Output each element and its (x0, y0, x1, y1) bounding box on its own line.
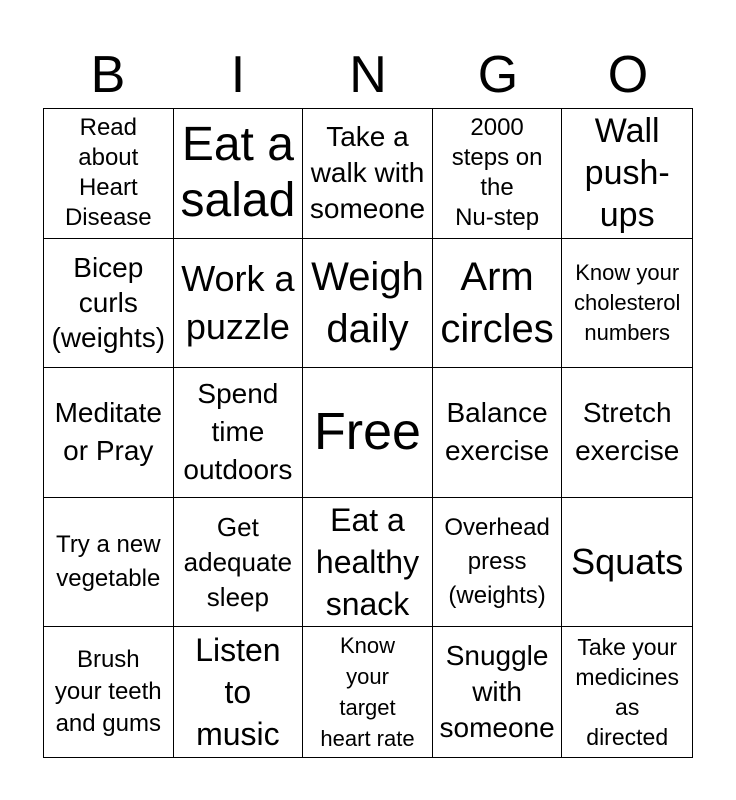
cell-text: Weigh daily (311, 254, 424, 351)
bingo-cell[interactable] (44, 498, 174, 628)
cell-text: Work a puzzle (181, 257, 295, 347)
cell-text: Squats (571, 541, 684, 583)
bingo-cell[interactable] (303, 498, 433, 628)
bingo-cell[interactable] (174, 109, 304, 239)
cell-text: Overhead press (weights) (444, 514, 550, 610)
cell-text: Know your cholesterol numbers (574, 259, 681, 345)
cell-text: 2000 steps on the Nu-step (451, 114, 543, 232)
cell-text: Stretch exercise (575, 397, 680, 467)
cell-text: Get adequate sleep (183, 511, 293, 612)
cell-text: Wall push- ups (584, 112, 670, 235)
cell-text: Try a new vegetable (56, 531, 161, 593)
cell-text: Bicep curls (weights) (51, 252, 166, 354)
bingo-cell[interactable] (44, 239, 174, 369)
bingo-cell[interactable] (303, 239, 433, 369)
bingo-cell[interactable] (562, 498, 692, 628)
bingo-cell[interactable] (44, 109, 174, 239)
header-letter-o: O (607, 46, 649, 104)
cell-text: Brush your teeth and gums (54, 646, 162, 738)
bingo-cell[interactable] (44, 368, 174, 498)
cell-text: Meditate or Pray (54, 397, 162, 467)
bingo-cell[interactable] (562, 368, 692, 498)
bingo-header (43, 44, 693, 106)
bingo-cell[interactable] (44, 627, 174, 757)
bingo-cell[interactable] (433, 627, 563, 757)
bingo-cell[interactable] (303, 109, 433, 239)
bingo-cell[interactable] (433, 239, 563, 369)
bingo-cell[interactable] (433, 109, 563, 239)
cell-text: Take a walk with someone (309, 121, 426, 225)
bingo-cell[interactable] (433, 498, 563, 628)
bingo-cell[interactable] (303, 627, 433, 757)
bingo-cell[interactable] (433, 368, 563, 498)
cell-text: Read about Heart Disease (64, 114, 152, 232)
header-letter-b: B (90, 46, 126, 104)
bingo-board (43, 108, 693, 758)
cell-text: Eat a healthy snack (315, 502, 420, 623)
cell-text: Balance exercise (444, 397, 550, 467)
header-letter-n: N (349, 46, 387, 104)
bingo-cell[interactable] (562, 239, 692, 369)
bingo-cell[interactable] (174, 368, 304, 498)
bingo-cell[interactable] (562, 109, 692, 239)
cell-text: Spend time outdoors (183, 378, 293, 486)
bingo-cell[interactable] (174, 627, 304, 757)
header-letter-g: G (477, 46, 519, 104)
cell-text: Free (314, 403, 421, 462)
free-space-cell[interactable] (303, 368, 433, 498)
cell-text: Eat a salad (180, 118, 296, 228)
cell-text: Take your medicines as directed (575, 634, 679, 751)
header-letter-i: I (230, 46, 246, 104)
bingo-cell[interactable] (174, 498, 304, 628)
cell-text: Listen to music (195, 632, 281, 753)
bingo-cell[interactable] (174, 239, 304, 369)
cell-text: Snuggle with someone (439, 640, 555, 744)
bingo-cell[interactable] (562, 627, 692, 757)
cell-text: Arm circles (440, 254, 554, 351)
cell-text: Know your target heart rate (320, 633, 415, 752)
